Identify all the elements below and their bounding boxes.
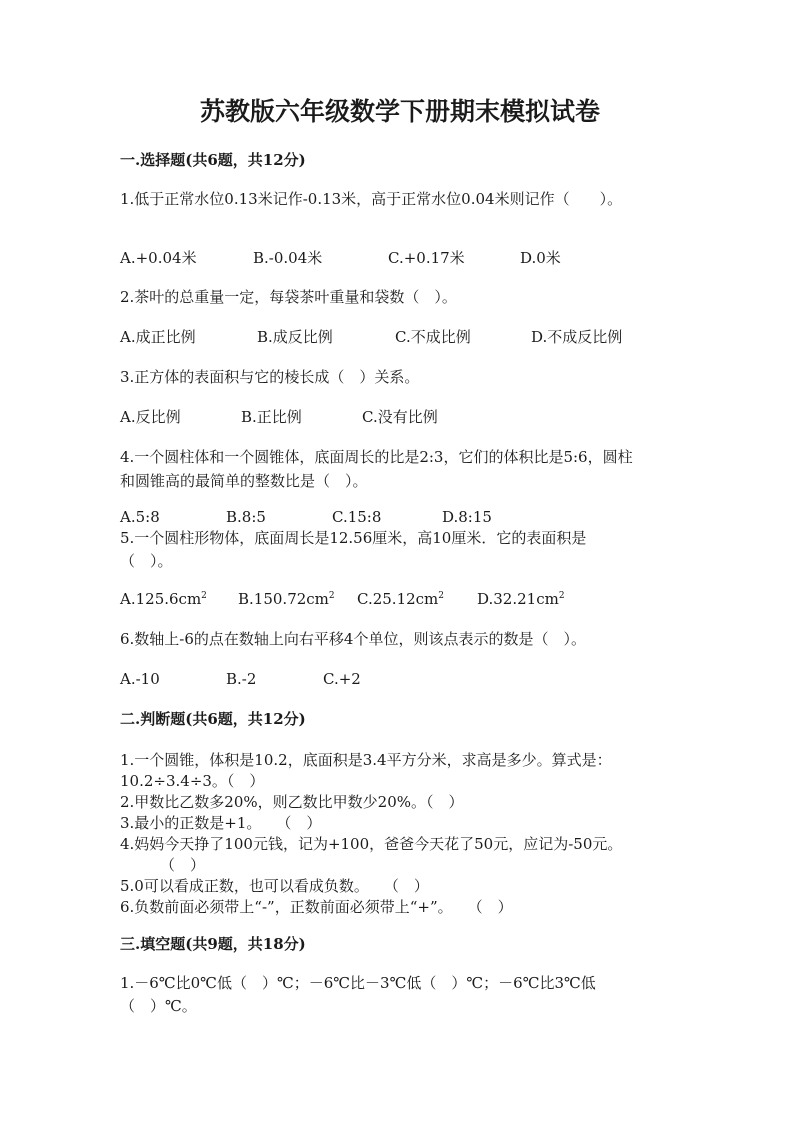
question-3: 3.正方体的表面积与它的棱长成（ ）关系。 <box>120 368 420 386</box>
question-line: 1.－6℃比0℃低（ ）℃；－6℃比－3℃低（ ）℃；－6℃比3℃低 <box>120 974 596 992</box>
option-a: A.-10 <box>120 670 160 688</box>
judgement-line: 5.0可以看成正数，也可以看成负数。 （ ） <box>120 877 429 895</box>
option-c: C.没有比例 <box>362 408 438 426</box>
option-a: A.反比例 <box>120 408 181 426</box>
question-4 <box>120 447 680 491</box>
option-d: D.0米 <box>520 249 561 267</box>
judgement-line: （ ） <box>160 856 206 874</box>
option-c: C.+0.17米 <box>388 249 465 267</box>
section-heading-judgement: 二.判断题(共6题，共12分) <box>120 710 306 728</box>
option-a: A.+0.04米 <box>120 249 197 267</box>
option-a: A.5:8 <box>120 508 160 526</box>
judgement-line: 10.2÷3.4÷3。（ ） <box>120 772 265 790</box>
question-line: 和圆锥高的最简单的整数比是（ ）。 <box>120 472 368 490</box>
option-c: C.不成比例 <box>395 328 471 346</box>
judgement-line: 4.妈妈今天挣了100元钱，记为+100，爸爸今天花了50元，应记为-50元。 <box>120 835 623 853</box>
option-d: D.不成反比例 <box>531 328 623 346</box>
option-c: C.+2 <box>323 670 361 688</box>
judgement-line: 6.负数前面必须带上“-”，正数前面必须带上“+”。 （ ） <box>120 898 513 916</box>
option-a: $A.125.6cm^2$ <box>120 590 207 608</box>
question-5 <box>120 528 680 571</box>
superscript: 2 <box>201 591 207 601</box>
page-title: 苏教版六年级数学下册期末模拟试卷 <box>199 97 600 126</box>
option-c: C.15:8 <box>332 508 382 526</box>
question-6: 6.数轴上-6的点在数轴上向右平移4个单位，则该点表示的数是（ ）。 <box>120 630 586 648</box>
section-heading-choice: 一.选择题(共6题，共12分) <box>120 151 306 169</box>
option-b: B.8:5 <box>226 508 266 526</box>
judgement-list <box>120 750 680 918</box>
superscript: 2 <box>328 591 335 601</box>
question-line: 5.一个圆柱形物体，底面周长是12.56厘米，高10厘米．它的表面积是 <box>120 529 587 547</box>
judgement-line: 2.甲数比乙数多20%，则乙数比甲数少20%。（ ） <box>120 793 464 811</box>
superscript: 2 <box>558 591 565 601</box>
fill-question-1 <box>120 973 680 1016</box>
judgement-line: 1.一个圆锥，体积是10.2，底面积是3.4平方分米，求高是多少。算式是： <box>120 751 612 769</box>
option-b: B.正比例 <box>241 408 302 426</box>
option-d: $D.32.21cm^2$ <box>477 590 565 608</box>
question-1: 1.低于正常水位0.13米记作-0.13米，高于正常水位0.04米则记作（ ）。 <box>120 190 623 208</box>
superscript: 2 <box>438 591 445 601</box>
option-a: A.成正比例 <box>120 328 196 346</box>
judgement-line: 3.最小的正数是+1。 （ ） <box>120 814 322 832</box>
question-line: （ ）。 <box>120 552 173 570</box>
option-b: B.成反比例 <box>257 328 333 346</box>
question-line: 4.一个圆柱体和一个圆锥体，底面周长的比是2:3，它们的体积比是5:6，圆柱 <box>120 448 633 466</box>
section-heading-fill: 三.填空题(共9题，共18分) <box>120 935 306 953</box>
option-d: D.8:15 <box>442 508 492 526</box>
option-b: B.-2 <box>226 670 257 688</box>
option-b: B.-0.04米 <box>253 249 323 267</box>
question-2: 2.茶叶的总重量一定，每袋茶叶重量和袋数（ ）。 <box>120 288 457 306</box>
option-b: $B.150.72cm^2$ <box>238 590 335 608</box>
question-line: （ ）℃。 <box>120 997 197 1015</box>
option-c: $C.25.12cm^2$ <box>357 590 445 608</box>
